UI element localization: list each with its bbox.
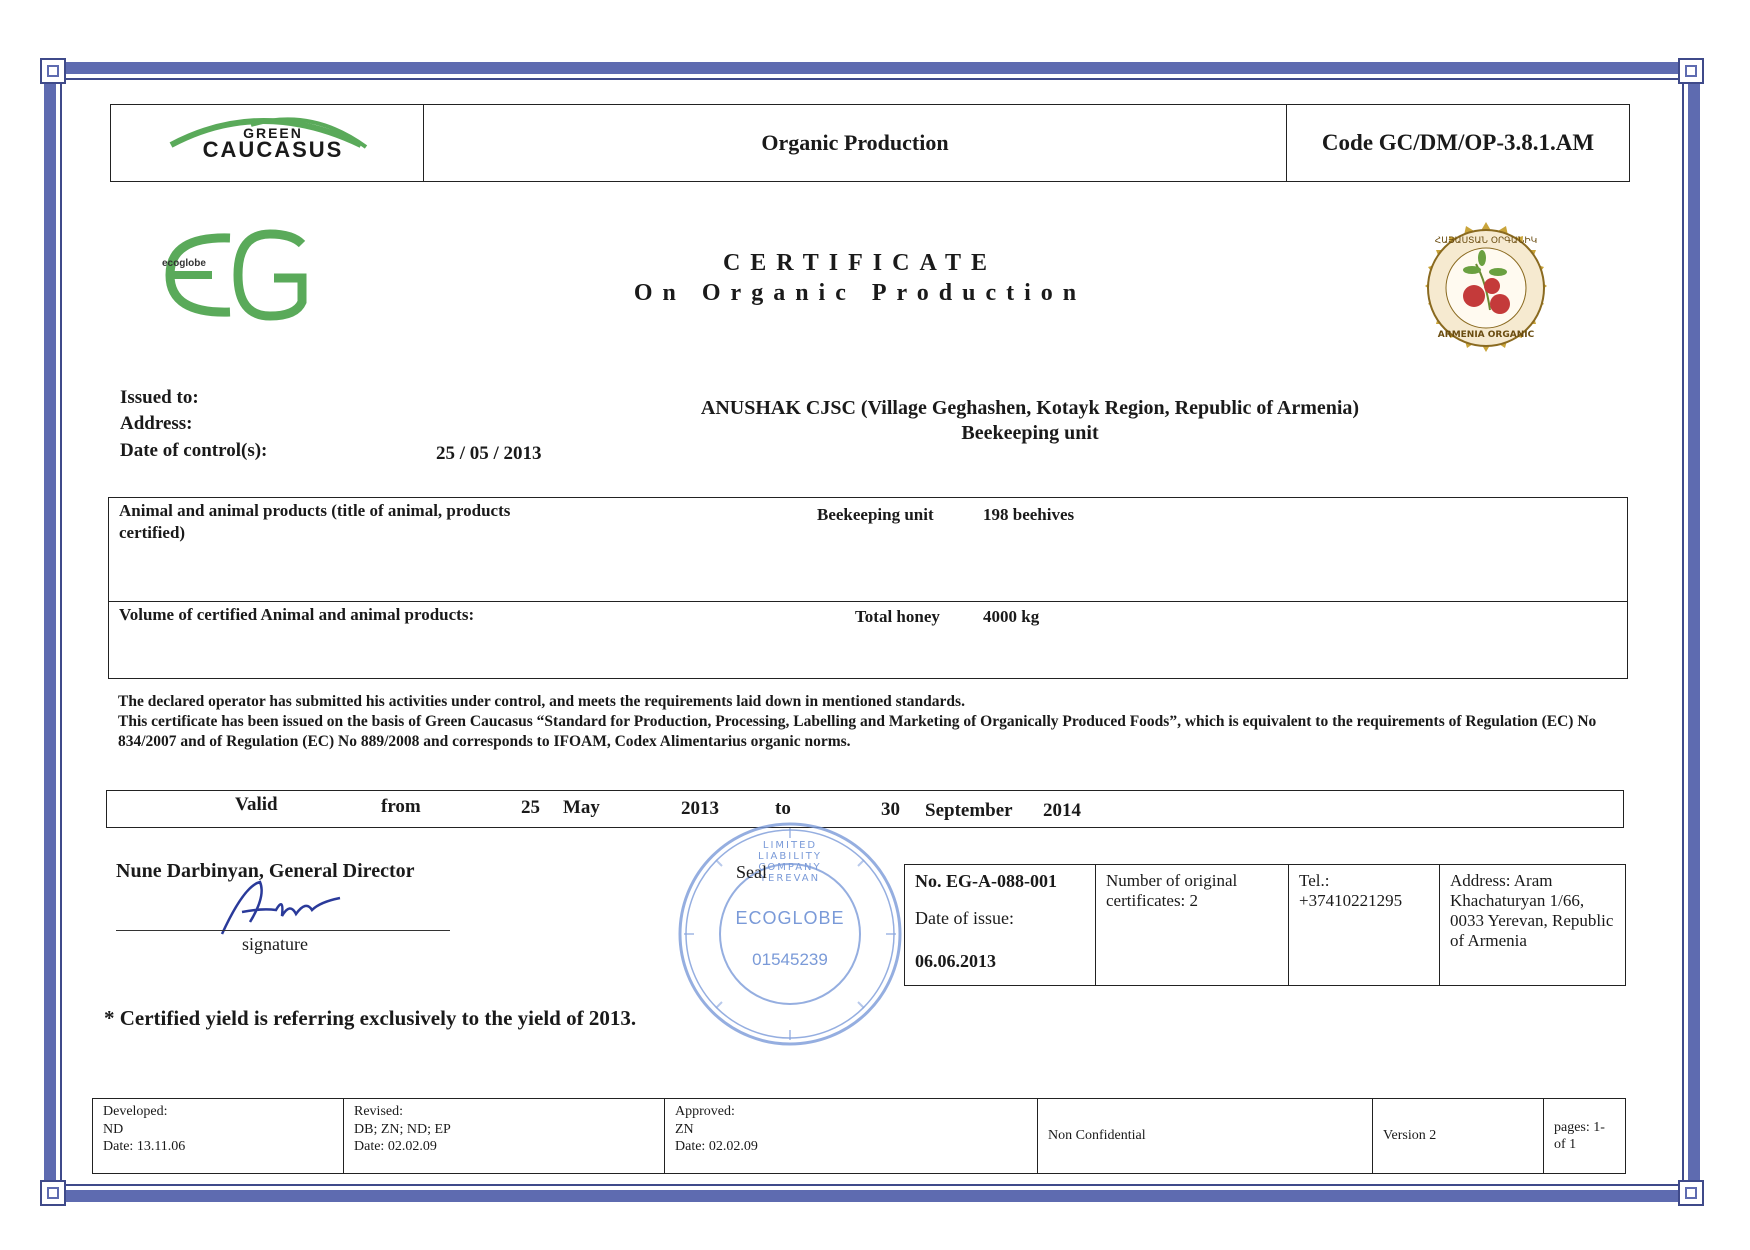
signature-line [116, 930, 450, 931]
date-of-control-value: 25 / 05 / 2013 [436, 443, 542, 464]
tel-cell [1289, 865, 1440, 986]
total-honey-label: Total honey [855, 607, 940, 626]
issued-unit: Beekeeping unit [961, 422, 1099, 444]
revised-by: DB; ZN; ND; EP [354, 1121, 451, 1137]
valid-to-day: 30 [881, 799, 900, 820]
certificate-title-line1: CERTIFICATE [722, 250, 998, 276]
original-certificates-count: Number of original certificates: 2 [1106, 871, 1238, 910]
valid-from-month: May [563, 797, 600, 818]
footer-approved [665, 1099, 1038, 1174]
statement-line1: The declared operator has submitted his activities under control, and meets the requirements laid down in mentioned standards. [118, 693, 965, 710]
valid-label: Valid [235, 794, 278, 815]
signature-label: signature [242, 934, 308, 954]
products-unit-label: Beekeeping unit [817, 505, 934, 524]
armenia-organic-seal-icon [1410, 212, 1562, 364]
issue-info-table [904, 864, 1626, 986]
volume-label: Volume of certified Animal and animal products: [119, 605, 475, 624]
seal-text-bottom: ARMENIA ORGANIC [1437, 330, 1535, 340]
eg-logo-icon [160, 226, 310, 324]
address-label: Address: [120, 413, 193, 434]
developed-by: ND [103, 1121, 124, 1137]
armenia-organic-seal [1410, 212, 1562, 364]
seal-label: Seal [736, 862, 767, 882]
tel-value: +37410221295 [1299, 891, 1403, 910]
date-of-issue-label: Date of issue: [915, 908, 1014, 928]
products-box [108, 497, 1628, 679]
footer-developed [93, 1099, 344, 1174]
green-caucasus-logo [111, 105, 424, 182]
frame-corner [1678, 58, 1704, 84]
products-label: Animal and animal products (title of animal, products certified) [119, 501, 511, 543]
address-cell [1440, 865, 1626, 986]
footer-pages: pages: 1-of 1 [1544, 1099, 1626, 1174]
certificate-number: No. EG-A-088-001 [915, 871, 1057, 891]
revised-label: Revised: [354, 1104, 403, 1119]
stamp-number: 01545239 [752, 950, 828, 969]
ecoglobe-text: ecoglobe [162, 258, 206, 269]
developed-date: Date: 13.11.06 [103, 1139, 186, 1154]
approved-date: Date: 02.02.09 [675, 1139, 758, 1154]
date-of-control-label: Date of control(s): [120, 440, 268, 461]
developed-label: Developed: [103, 1104, 168, 1119]
ecoglobe-stamp [672, 818, 908, 1050]
header-title: Organic Production [424, 105, 1287, 182]
valid-to-label: to [775, 798, 791, 819]
revised-date: Date: 02.02.09 [354, 1139, 437, 1154]
date-of-issue-value: 06.06.2013 [915, 951, 996, 971]
certificate-title-line2: On Organic Production [633, 280, 1087, 306]
footer-version: Version 2 [1373, 1099, 1544, 1174]
valid-from-day: 25 [521, 797, 540, 818]
valid-to-month: September [925, 800, 1013, 821]
products-unit-value: 198 beehives [983, 505, 1075, 524]
logo-line-caucasus: CAUCASUS [202, 137, 344, 163]
frame-corner [40, 58, 66, 84]
logo-line-green: GREEN [243, 125, 303, 141]
total-honey-value: 4000 kg [983, 607, 1040, 626]
issuer-address: Address: Aram Khachaturyan 1/66, 0033 Yerevan, Republic of Armenia [1450, 871, 1614, 950]
valid-from-year: 2013 [681, 798, 719, 819]
valid-from-label: from [381, 796, 421, 817]
header-table [110, 104, 1630, 182]
statement-line2: This certificate has been issued on the basis of Green Caucasus “Standard for Production, Processing, Labelling and Marketing of Organically Produced Foods”, which is equivalent to the requirements of Regulation (EC) No 834/2007 and of Regulation (EC) No 889/2008 and corresponds to IFOAM, Codex Alimentarius organic norms. [118, 713, 1597, 751]
frame-corner [40, 1180, 66, 1206]
tel-label: Tel.: [1299, 871, 1330, 890]
valid-to-year: 2014 [1043, 800, 1081, 821]
ecoglobe-logo [160, 226, 310, 324]
certificate-title [560, 248, 1160, 308]
stamp-ring-text: LIMITED LIABILITY COMPANY YEREVAN [758, 840, 822, 884]
issue-number-cell [905, 865, 1096, 986]
issued-to-label: Issued to: [120, 387, 199, 408]
products-divider [109, 601, 1627, 602]
approved-by: ZN [675, 1121, 694, 1137]
footer-table [92, 1098, 1626, 1174]
footer-confidentiality: Non Confidential [1038, 1099, 1373, 1174]
document-code: Code GC/DM/OP-3.8.1.AM [1287, 105, 1630, 182]
statement [118, 692, 1628, 752]
issued-company: ANUSHAK CJSC (Village Geghashen, Kotayk Region, Republic of Armenia) [700, 397, 1360, 419]
seal-text-top: ՀԱՅԱՍՏԱՆ ՕՐԳԱՆԻԿ [1434, 236, 1538, 246]
frame-corner [1678, 1180, 1704, 1206]
certified-yield-note: * Certified yield is referring exclusively to the yield of 2013. [104, 1006, 637, 1030]
footer-revised [344, 1099, 665, 1174]
signatory-name: Nune Darbinyan, General Director [116, 860, 415, 882]
stamp-ecoglobe-text: ECOGLOBE [735, 908, 845, 928]
approved-label: Approved: [675, 1104, 735, 1119]
originals-cell [1096, 865, 1289, 986]
